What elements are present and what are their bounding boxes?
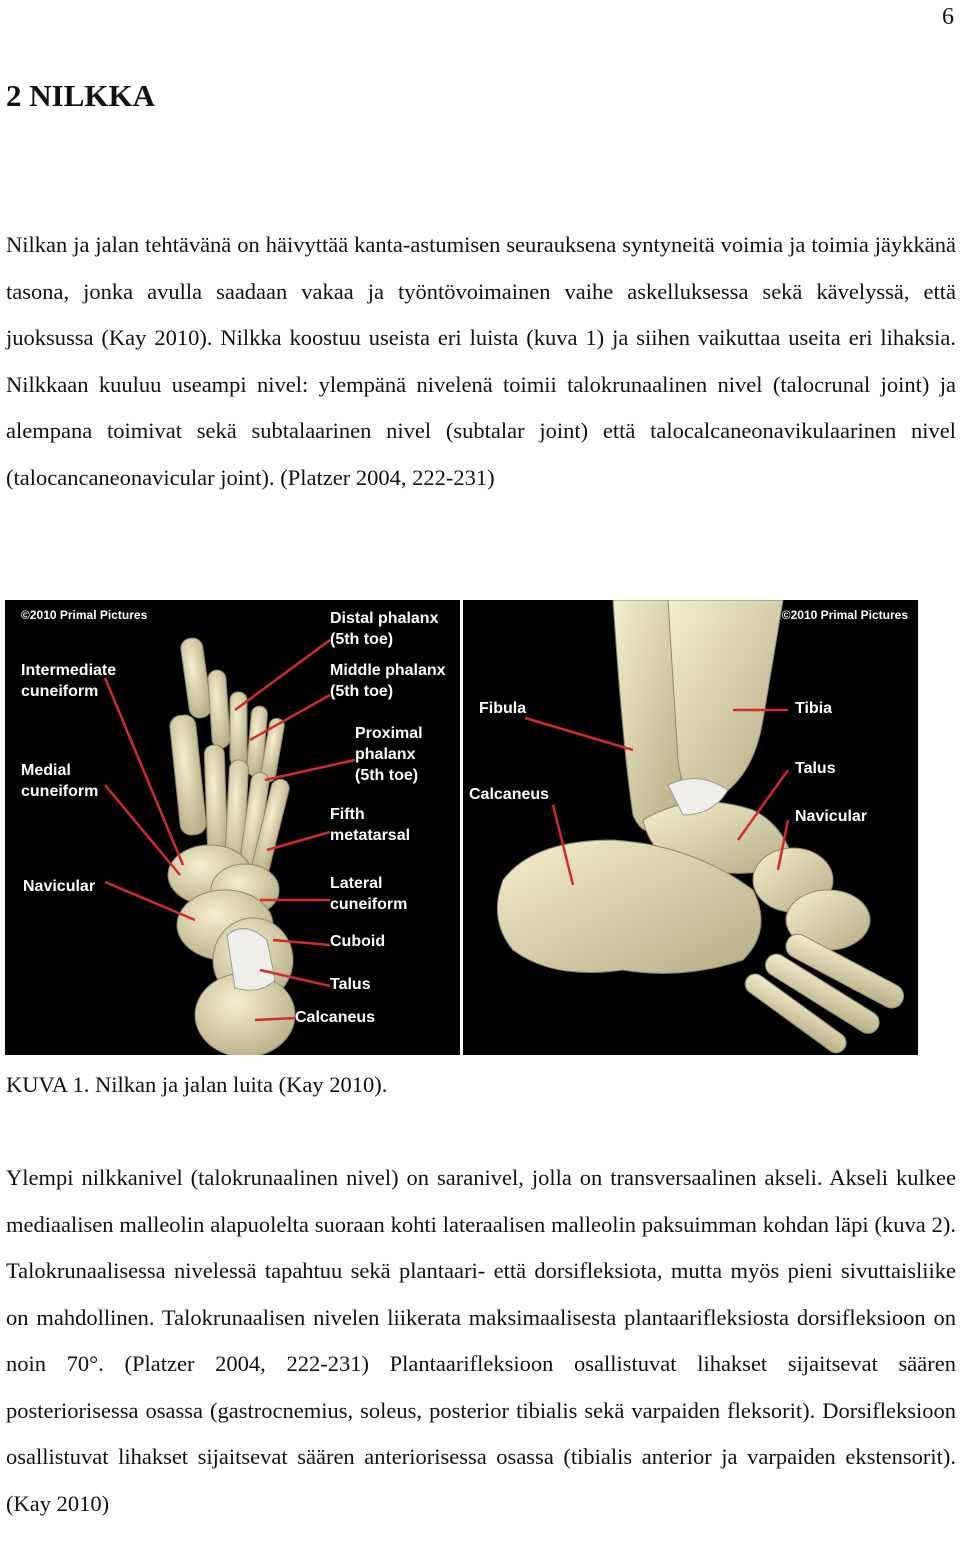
label-lateral-cuneiform: Lateral cuneiform xyxy=(330,875,408,913)
label-calcaneus: Calcaneus xyxy=(469,786,550,803)
label-talus: Talus xyxy=(330,976,371,993)
label-intermediate-cuneiform: Intermediate cuneiform xyxy=(21,662,117,700)
label-navicular: Navicular xyxy=(23,878,96,895)
body-paragraph: Ylempi nilkkanivel (talokrunaalinen nivel) on saranivel, jolla on transversaalinen akseli. Akseli kulkee mediaalisen malleolin alapuolelta suoraan kohti lateraalisen malleolin paksuimman kohdan läpi (kuva 2). Talokrunaalisessa nivelessä tapahtuu sekä plantaari- että dorsifleksiota, mutta myös pieni sivuttaisliike on mahdollinen. Talokrunaalisen nivelen liikerata maksimaalisesta plantaarifleksiosta dorsifleksioon on noin 70°. (Platzer 2004, 222-231) Plantaarifleksioon osallistuvat lihakset sijaitsevat säären posteriorisessa osassa (gastrocnemius, soleus, posterior tibialis sekä varpaiden fleksorit). Dorsifleksioon osallistuvat lihakset sijaitsevat säären anteriorisessa osassa (tibialis anterior ja varpaiden ekstensorit). (Kay 2010) xyxy=(6,1165,956,1516)
page-number: 6 xyxy=(942,4,954,30)
figure-caption: KUVA 1. Nilkan ja jalan luita (Kay 2010). xyxy=(6,1072,388,1097)
label-calcaneus: Calcaneus xyxy=(295,1009,376,1026)
copyright-notice: ©2010 Primal Pictures xyxy=(21,608,148,622)
label-cuboid: Cuboid xyxy=(330,933,386,950)
section-heading: 2 NILKKA xyxy=(6,78,155,113)
label-fibula: Fibula xyxy=(479,700,527,717)
copyright-notice: ©2010 Primal Pictures xyxy=(781,608,908,622)
label-navicular: Navicular xyxy=(795,808,868,825)
label-tibia: Tibia xyxy=(795,700,833,717)
label-proximal-phalanx: Proximal phalanx (5th toe) xyxy=(355,725,423,784)
label-talus: Talus xyxy=(795,760,836,777)
intro-paragraph: Nilkan ja jalan tehtävänä on häivyttää kanta-astumisen seurauksena syntyneitä voimia ja toimia jäykkänä tasona, jonka avulla saadaan vakaa ja työntövoimainen vaihe askelluksessa sekä kävelyssä, että juoksussa (Kay 2010). Nilkka koostuu useista eri luista (kuva 1) ja siihen vaikuttaa useita eri lihaksia. Nilkkaan kuuluu useampi nivel: ylempänä nivelenä toimii talokrunaalinen nivel (talocrunal joint) ja alempana toimivat sekä subtalaarinen nivel (subtalar joint) että talocalcaneonavikulaarinen nivel (talocancaneonavicular joint). (Platzer 2004, 222-231) xyxy=(6,232,956,490)
label-medial-cuneiform: Medial cuneiform xyxy=(21,762,99,800)
label-distal-phalanx: Distal phalanx (5th toe) xyxy=(330,610,439,648)
ankle-bones-lateral-illustration xyxy=(463,600,918,1055)
ankle-bones-lateral-image xyxy=(463,600,918,1055)
label-fifth-metatarsal: Fifth metatarsal xyxy=(330,806,411,844)
label-middle-phalanx: Middle phalanx (5th toe) xyxy=(330,662,446,700)
foot-bones-dorsal-image xyxy=(5,600,460,1055)
